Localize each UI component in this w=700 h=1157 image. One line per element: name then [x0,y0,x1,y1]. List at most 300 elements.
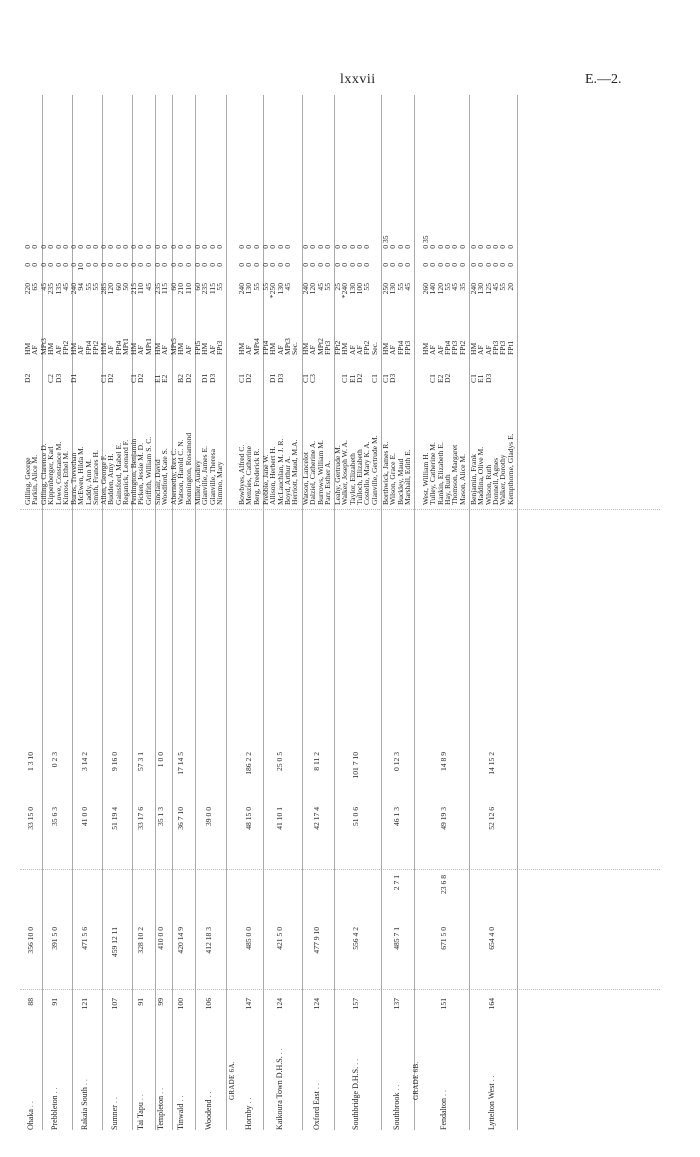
amount-a: 420 14 9 [175,927,185,954]
staff-position: AF [207,345,217,355]
staff-position: AF [428,345,438,355]
staff-row [194,95,201,505]
staff-row [62,95,69,505]
amount-b: 2 7 1 [391,875,401,891]
staff-col-x: 0 [315,263,325,267]
staff-row [349,95,356,505]
staff-col-x: 0 [136,263,146,267]
staff-position: FPt4 [261,340,270,355]
staff-name: Smith, Frances H. [90,450,100,505]
amount-c: 41 0 0 [79,807,89,826]
school-name: Fendalton . . [438,1090,448,1130]
staff-classification: D2 [244,373,254,383]
staff-classification: E2 [160,374,170,383]
staff-col-x: 0 [90,263,100,267]
staff-col-y: 0 [301,245,310,249]
staff-col-y: 0 [99,245,108,249]
staff-position: MPt1 [143,338,153,355]
leader-dots: . . [438,1090,448,1098]
staff-salary: 130 [388,283,398,295]
staff-col-x: 0 [301,263,310,267]
staff-classification: D3 [53,373,63,383]
staff-col-y: 0 [129,245,138,249]
staff-salary: 45 [39,283,48,291]
staff-position: FPt1 [505,340,515,355]
amount-b: 23 6 8 [438,875,448,894]
staff-col-y: 0 [388,245,398,249]
staff-col-x: 0 [193,263,202,267]
staff-position: FPt2 [60,340,70,355]
amount-d: 14 8 9 [438,752,448,771]
staff-col-y: 0 [483,245,493,249]
staff-position: AF [136,345,146,355]
staff-name: Thomson, Margaret [450,444,460,505]
staff-salary: 55 [442,283,452,291]
staff-salary: 45 [315,283,325,291]
staff-classification: C2 [46,374,56,383]
staff-col-x: 0 [421,263,430,267]
staff-row [485,95,492,505]
staff-col-x: 0 [395,263,405,267]
staff-salary: 55 [251,283,261,291]
staff-name: Walker, Joseph W. A. [340,440,350,505]
staff-position: FPt3 [490,340,500,355]
staff-salary: 235 [46,283,56,295]
staff-col-y: 0 [354,245,364,249]
amount-c: 52 12 6 [486,807,496,830]
staff-row [317,95,324,505]
staff-salary: 240 [237,283,246,295]
amount-a: 421 5 0 [275,927,285,950]
staff-col-y: 0 [60,245,70,249]
staff-col-y: 0 [347,245,357,249]
roll-number: 164 [486,998,496,1010]
staff-col-x: 0 [244,263,254,267]
staff-position: AF [347,345,357,355]
staff-salary: 45 [143,283,153,291]
staff-name: Kempthorne, Gladys E. [505,433,515,505]
staff-col-x: 0 [113,263,123,267]
staff-col-x: 0 [214,263,224,267]
staff-name: Burrows, William M. [315,440,325,505]
staff-position: HM [99,342,108,355]
staff-name: Boyd, Arthur A. [282,456,292,505]
staff-name: Rankin, Elizabeth E. [435,442,445,505]
staff-col-x: 0 [261,263,270,267]
staff-col-y: 0 [69,245,78,249]
staff-row [459,95,466,505]
staff-salary: 215 [129,283,138,295]
staff-row [85,95,92,505]
staff-col-x: 0 [251,263,261,267]
staff-row [437,95,444,505]
school-name: Rakaia South . . [79,1079,89,1130]
amount-c: 35 1 3 [156,807,166,826]
school-name: Woodend . . [203,1091,213,1130]
leader-dots: . . [486,1075,496,1084]
staff-row [31,95,38,505]
staff-col-y: 0 [207,245,217,249]
staff-col-y: 0 [113,245,123,249]
staff-row [145,95,152,505]
amount-a: 410 0 0 [156,927,166,950]
roll-number: 91 [135,998,145,1006]
staff-salary: 120 [106,283,116,295]
staff-row [371,95,378,505]
roll-number: 157 [350,998,360,1010]
staff-position: FPt3 [322,340,332,355]
staff-row [404,95,411,505]
amount-a: 485 7 1 [391,927,401,950]
staff-col-x: 0 [340,263,350,267]
staff-salary: 240 [469,283,478,295]
staff-position: MPt4 [251,338,261,355]
staff-position: AF [106,345,116,355]
staff-col-y: 0 [46,245,56,249]
staff-position: HM [129,342,138,355]
staff-position: AF [183,345,193,355]
staff-classification: D2 [136,373,146,383]
staff-row [444,95,451,505]
staff-col-x: 0 [143,263,153,267]
staff-row [161,95,168,505]
amount-d: 1 3 10 [26,752,36,771]
staff-col-x: 0 [402,263,412,267]
staff-name: Donnell, Agnes [490,457,500,505]
staff-col-y: 0 [39,245,48,249]
staff-salary: 55 [214,283,224,291]
roll-number: 121 [79,998,89,1010]
staff-col-x: 0 [23,263,32,267]
roll-number: 106 [203,998,213,1010]
staff-name: Tulloch, Elizabeth [354,449,364,505]
staff-col-x: 10 [76,263,86,271]
roll-number: 137 [391,998,401,1010]
staff-col-y: 0 [308,245,318,249]
staff-name: Buckley, Maud [395,458,405,505]
page-number: lxxvii [340,72,376,87]
staff-salary: 55 [83,283,93,291]
staff-col-x: 0 [483,263,493,267]
leader-dots: . . [156,1087,166,1096]
staff-position: HM [153,342,162,355]
amount-c: 42 17 4 [311,807,321,830]
school-name: Oxford East . . [311,1083,321,1130]
staff-salary: 130 [476,283,486,295]
block-divider [414,95,415,1130]
staff-name: Menzies, Catherine [244,445,254,505]
school-name: Prebbleton . . [49,1087,59,1130]
staff-classification: D2 [354,373,364,383]
staff-col-y: 0 [53,245,63,249]
staff-position: Sec. [369,342,379,355]
staff-col-x: 0 [129,263,138,267]
leader-dots: . . [26,1101,36,1110]
staff-name: Taylor, Elizabeth [347,453,357,505]
staff-col-y: 0 [251,245,261,249]
staff-position: AF [30,345,40,355]
staff-salary: 210 [176,283,186,295]
amount-c: 51 19 4 [109,807,119,830]
staff-salary: 130 [347,283,357,295]
staff-col-x: 0 [457,263,467,267]
staff-col-y: 0 [322,245,332,249]
staff-name: Costello, Mary K. A. [362,441,372,505]
amount-d: 0 12 3 [391,752,401,771]
staff-col-x: 0 [53,263,63,267]
leader-dots: . . [109,1097,119,1106]
amount-a: 391 5 0 [49,927,59,950]
staff-name: Miller, Audrey [193,460,202,505]
staff-position: Sec. [290,342,300,355]
staff-salary: 55 [498,283,508,291]
staff-col-x: 0 [207,263,217,267]
staff-classification: E2 [435,374,445,383]
amount-d: 3 14 2 [79,752,89,771]
staff-classification: C3 [308,374,318,383]
staff-col-x: 0 [99,263,108,267]
amount-a: 412 18 3 [203,927,213,954]
amount-a: 671 5 0 [438,927,448,950]
staff-position: FPt4 [395,340,405,355]
staff-salary: 115 [207,283,217,295]
staff-salary: 240 [301,283,310,295]
staff-col-x: 0 [505,263,515,267]
staff-row [24,95,31,505]
staff-name: Parkin, Alice M. [30,454,40,505]
amount-c: 46 1 3 [391,807,401,826]
leader-dots: . . [350,1058,360,1067]
roll-number: 124 [311,998,321,1010]
staff-col-y: 0 [106,245,116,249]
staff-salary: 115 [160,283,170,295]
staff-row [277,95,284,505]
school-name: Kaikoura Town D.H.S. . . [275,1048,285,1130]
grade-heading: GRADE 6A. [228,1061,236,1100]
staff-salary: 20 [505,283,515,291]
column-separator [20,989,660,990]
staff-classification: C1 [301,374,310,383]
roll-number: 91 [49,998,59,1006]
amount-d: 14 15 2 [486,752,496,775]
school-name: Hornby . . [243,1097,253,1130]
staff-salary: 55 [90,283,100,291]
amount-d: 17 14 5 [175,752,185,775]
staff-name: Hay, Ruth [442,474,452,505]
staff-col-y: 0 [268,245,278,249]
amount-c: 33 15 0 [26,807,36,830]
staff-name: Maddina, Olive M. [476,446,486,505]
staff-col-y: 0 [261,245,270,249]
staff-salary: 65 [30,283,40,291]
amount-d: 9 16 0 [109,752,119,771]
staff-row [216,95,223,505]
column-separator [20,509,660,510]
staff-classification: D2 [442,373,452,383]
staff-row [253,95,260,505]
staff-name: Glanville, Gertrude M. [369,435,379,505]
staff-salary: 35 [457,283,467,291]
staff-col-x: 0 [83,263,93,267]
staff-col-y: 0 [402,245,412,249]
staff-name: Herriott, Maud, M.A. [290,439,300,505]
staff-classification: D3 [275,373,285,383]
staff-position: HM [301,342,310,355]
staff-classification: C1 [469,374,478,383]
staff-col-y: 0 [83,245,93,249]
document-reference: E.—2. [585,72,622,87]
school-name: Ohaka . . [26,1101,36,1130]
staff-col-y: 0 [143,245,153,249]
page-header [0,72,700,92]
staff-position: FPt3 [450,340,460,355]
staff-row [92,95,99,505]
staff-col-x: 0 [275,263,285,267]
staff-classification: D1 [200,373,210,383]
staff-name: Reganick, Leonard F. [120,439,130,505]
staff-col-x: 0 [200,263,210,267]
staff-name: Kinross, Ethel M. [60,451,70,505]
staff-position: FPt4 [442,340,452,355]
staff-row [477,95,484,505]
staff-position: FPt4 [113,340,123,355]
staff-position: HM [340,342,350,355]
staff-name: Wilson, Grace E. [388,453,398,505]
staff-col-y: 0 [428,245,438,249]
staff-col-x: 0 [169,263,178,267]
staff-name: Burns, Trevethan [69,452,78,505]
staff-name: Parr, Esther A. [322,460,332,505]
staff-col-x: 0 [498,263,508,267]
staff-position: HM [268,342,278,355]
staff-salary: 55 [322,283,332,291]
staff-position: MPt2 [315,338,325,355]
staff-extra: 35 [381,235,390,243]
staff-salary: 50 [120,283,130,291]
staff-position: FPt3 [402,340,412,355]
staff-position: AF [476,345,486,355]
staff-classification: C1 [340,374,350,383]
staff-row [100,95,107,505]
staff-salary: 235 [153,283,162,295]
staff-name: Gilling, Clarence D. [39,443,48,505]
amount-c: 41 10 1 [275,807,285,830]
leader-dots: . . [311,1083,321,1092]
staff-row [492,95,499,505]
amount-c: 39 0 0 [203,807,213,826]
staff-row [201,95,208,505]
staff-classification: C1 [129,374,138,383]
staff-position: AF [244,345,254,355]
school-name: Templeton . . [156,1087,166,1130]
staff-col-x: 0 [388,263,398,267]
staff-col-y: 0 [442,245,452,249]
staff-name: Bowbyes, Alfred C. [237,444,246,505]
roll-number: 151 [438,998,448,1010]
staff-col-x: 0 [333,263,342,267]
staff-col-y: 0 [237,245,246,249]
staff-classification: D2 [23,373,32,383]
staff-salary: 45 [282,283,292,291]
amount-c: 36 7 10 [175,807,185,830]
amount-c: 49 19 3 [438,807,448,830]
staff-name: Watson, Lancelot [301,452,310,505]
staff-name: Nimmo, Mary [214,461,224,505]
staff-salary: 235 [200,283,210,295]
amount-c: 35 6 3 [49,807,59,826]
staff-salary: 285 [99,283,108,295]
staff-col-y: 0 [275,245,285,249]
staff-classification: D2 [183,373,193,383]
amount-a: 485 0 0 [243,927,253,950]
staff-classification: C1 [99,374,108,383]
staff-name: Bonnington, Rosamond [183,432,193,505]
staff-position: AF [275,345,285,355]
leader-dots: . . [175,1095,185,1104]
staff-col-y: 0 [435,245,445,249]
staff-col-x: 0 [428,263,438,267]
staff-name: Mason, Alice M. [457,453,467,505]
leader-dots: . . [79,1079,89,1088]
staff-name: Walker, Dorothy [498,454,508,505]
column-separator [20,869,660,870]
staff-col-x: 0 [39,263,48,267]
staff-salary: 25 [333,283,342,291]
staff-position: AF [160,345,170,355]
staff-row [262,95,269,505]
staff-col-y: 0 [457,245,467,249]
staff-classification: E1 [476,374,486,383]
staff-position: AF [76,345,86,355]
staff-row [397,95,404,505]
staff-salary: 120 [435,283,445,295]
staff-col-x: 0 [442,263,452,267]
staff-col-x: 0 [322,263,332,267]
staff-classification: D1 [268,373,278,383]
staff-salary: 130 [244,283,254,295]
staff-name: Penlington, Benjamin [129,438,138,505]
roll-number: 100 [175,998,185,1010]
staff-position: FPt2 [457,340,467,355]
amount-d: 186 2 2 [243,752,253,775]
staff-name: Leahy, Gertrude M. [333,445,342,505]
staff-name: Woodford, Kate S. [160,448,170,505]
staff-name: Glanville, Theresa [207,449,217,505]
staff-salary: 55 [362,283,372,291]
staff-position: MPt3 [282,338,292,355]
staff-name: Gainsford, Mabel E. [113,443,123,505]
staff-position: FPt4 [83,340,93,355]
staff-name: West, William H. [421,452,430,505]
staff-col-x: 0 [268,263,278,267]
staff-col-y: 0 [381,245,390,249]
staff-row [324,95,331,505]
staff-name: Berg, Frederick R. [251,448,261,505]
school-name: Sumner . . [109,1097,119,1130]
staff-position: AF [53,345,63,355]
staff-salary: 45 [490,283,500,291]
staff-salary: *250 [268,283,278,299]
staff-name: Borthwick, James R. [381,441,390,505]
amount-a: 328 10 2 [135,927,145,954]
staff-col-y: 0 [76,245,86,249]
staff-col-y: 0 [90,245,100,249]
amount-a: 356 10 0 [26,927,36,954]
amount-d: 1 0 0 [156,752,166,768]
amount-a: 556 4 2 [350,927,360,950]
staff-classification: E1 [153,374,162,383]
staff-col-y: 0 [505,245,515,249]
